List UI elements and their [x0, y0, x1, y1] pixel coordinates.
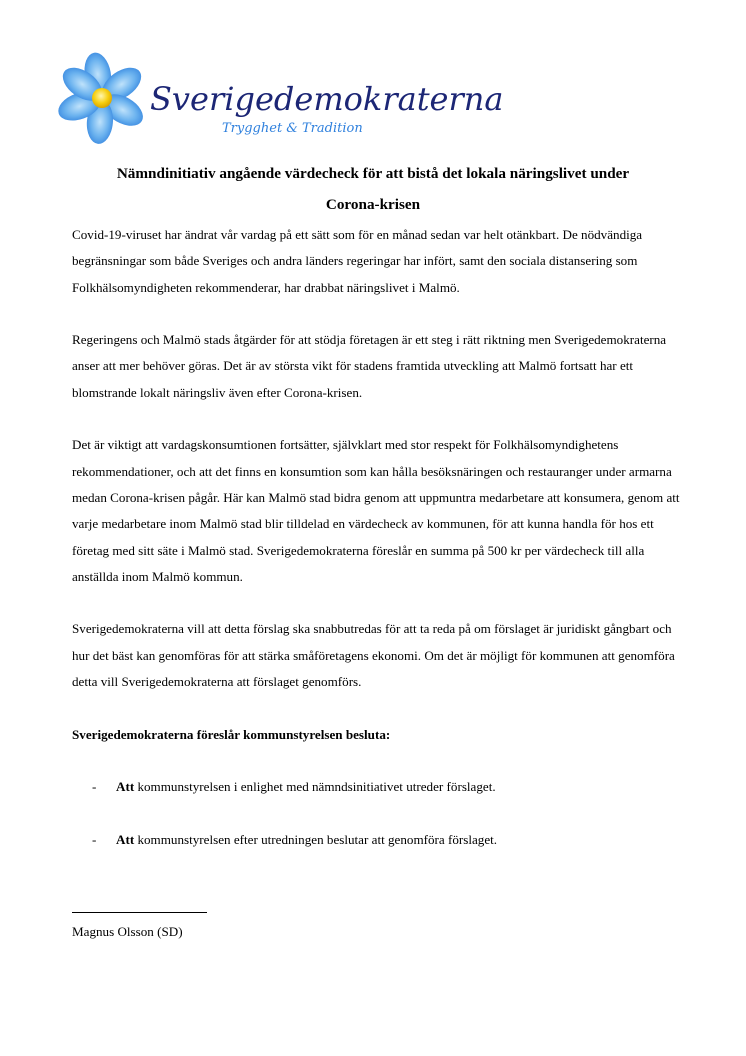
paragraph: Covid-19-viruset har ändrat vår vardag på ett sätt som för en månad sedan var helt otänkbart. De nödvändiga begränsningar som både Sveriges och andra länders regeringar har infört, samt den sociala distansering som Folkhälsomyndigheten rekommenderar, har drabbat näringslivet i Malmö. — [72, 227, 643, 295]
proposal-item — [72, 827, 692, 853]
proposal-item — [72, 774, 692, 800]
signature-name: Magnus Olsson (SD) — [72, 924, 183, 939]
proposal-heading: Sverigedemokraterna föreslår kommunstyrelsen besluta: — [72, 726, 391, 742]
bullet-dash: - — [92, 779, 97, 795]
signature-line — [72, 912, 207, 913]
bullet-dash: - — [92, 831, 97, 847]
logo-tagline: Trygghet & Tradition — [222, 121, 363, 136]
bullet-text: kommunstyrelsen efter utredningen beslutar att genomföra förslaget. — [134, 831, 498, 847]
bullet-lead: Att — [116, 779, 135, 795]
flower-icon — [62, 48, 504, 140]
document-body — [72, 222, 692, 853]
document-title-line2: Corona-krisen — [325, 196, 421, 213]
paragraph: Sverigedemokraterna vill att detta förslag ska snabbutredas för att ta reda på om förslaget är juridiskt gångbart och hur det bäst kan genomföras för att stärka småföretagens ekonomi. Om det är möjligt för kommunen att genomföra detta vill Sverigedemokraterna att förslaget genomförs. — [72, 621, 675, 690]
party-logo — [62, 48, 504, 140]
bullet-lead: Att — [116, 831, 135, 847]
document-title-line1: Nämndinitiativ angående värdecheck för att bistå det lokala näringslivet under — [116, 165, 630, 182]
paragraph: Det är viktigt att vardagskonsumtionen fortsätter, självklart med stor respekt för Folkhälsomyndighetens rekommendationer, och att det finns en konsumtion som kan hålla besöksnäringen och restauranger under armarna medan Corona-krisen pågår. Här kan Malmö stad bidra genom att uppmuntra medarbetare att konsumera, genom att varje medarbetare inom Malmö stad blir tilldelad en värdecheck av kommunen, för att kunna handla för hos ett företag med sitt säte i Malmö stad. Sverigedemokraterna föreslår en summa på 500 kr per värdecheck till alla anställda inom Malmö kommun. — [72, 437, 680, 584]
bullet-text: kommunstyrelsen i enlighet med nämndsinitiativet utreder förslaget. — [134, 779, 496, 795]
logo-wordmark: Sverigedemokraterna — [150, 80, 504, 118]
paragraph: Regeringens och Malmö stads åtgärder för att stödja företagen är ett steg i rätt riktning men Sverigedemokraterna anser att mer behöver göras. Det är av största vikt för stadens framtida utveckling att Malmö fortsatt har ett blomstrande lokalt näringsliv även efter Corona-krisen. — [72, 332, 667, 400]
